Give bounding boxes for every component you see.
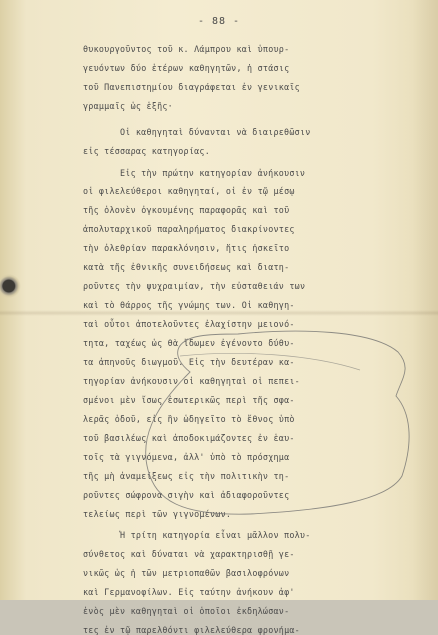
text-line: τὴν ὀλεθρίαν παρακλόνησιν, ἥτις ἠσκεῖτο (83, 243, 290, 253)
text-line: καὶ Γερμανοφίλων. Εἰς ταύτην ἀνήκουν ἀφ' (83, 587, 295, 597)
text-line: τα ἀπηνοῦς διωγμοῦ. Εἰς τὴν δευτέραν κα- (83, 357, 295, 367)
text-line: τοῖς τὰ γιγνόμενα, ἀλλ' ὑπὸ τὸ πρόσχημα (83, 452, 290, 462)
text-line: Ἡ τρίτη κατηγορία εἶναι μᾶλλον πολυ- (120, 530, 311, 540)
text-line: Οἱ καθηγηταὶ δύνανται νὰ διαιρεθῶσιν (120, 127, 311, 137)
text-line: θυκουργοῦντος τοῦ κ. Λάμπρου καὶ ὑπουρ- (83, 44, 290, 54)
text-line: ταὶ οὗτοι ἀποτελοῦντες ἐλαχίστην μειονό- (83, 319, 295, 329)
text-line: τητα, ταχέως ὡς θὰ ἴδωμεν ἐγένοντο δύθυ- (83, 338, 295, 348)
text-line: τηγορίαν ἀνήκουσιν οἱ καθηγηταὶ οἱ πεπει- (83, 376, 300, 386)
text-line: σύνθετος καὶ δύναται νὰ χαρακτηρισθῇ γε- (83, 549, 295, 559)
text-line: τοῦ βασιλέως καὶ ἀποδοκιμάζοντες ἐν ἑαυ- (83, 433, 295, 443)
text-line: τῆς ὁλονὲν ὀγκουμένης παραφορᾶς καὶ τοῦ (83, 205, 290, 215)
text-line: ἑνὸς μὲν καθηγηταὶ οἱ ὁποῖοι ἐκδηλώσαν- (83, 606, 290, 616)
text-line: καὶ τὸ θάρρος τῆς γνώμης των. Οἱ καθηγη- (83, 300, 295, 310)
text-line: τελείως περὶ τῶν γιγνομένων. (83, 509, 232, 519)
text-line: εἰς τέσσαρας κατηγορίας. (83, 146, 211, 156)
text-line: ἀπολυταρχικοῦ παραληρήματος διακρίνοντες (83, 224, 295, 234)
text-line: Εἰς τὴν πρώτην κατηγορίαν ἀνήκουσιν (120, 168, 306, 178)
text-line: κατὰ τῆς ἐθνικῆς συνειδήσεως καὶ διατη- (83, 262, 290, 272)
text-line: σμένοι μὲν ἴσως ἐσωτερικῶς περὶ τῆς σφα- (83, 395, 295, 405)
text-line: γραμμαῖς ὡς ἑξῆς· (83, 101, 173, 111)
text-line: τες ἐν τῷ παρελθόντι φιλελεύθερα φρονήμα- (83, 625, 300, 635)
text-line: λερᾶς ὁδοῦ, εἰς ἣν ὡδηγεῖτο τὸ ἔθνος ὑπὸ (83, 414, 295, 424)
text-line: ροῦντες τὴν ψυχραιμίαν, τὴν εὐσταθειάν των (83, 281, 306, 291)
text-line: τῆς μὴ ἀναμείξεως εἰς τὴν πολιτικὴν τη- (83, 471, 290, 481)
text-line: ροῦντες σώφρονα σιγὴν καὶ ἀδιαφοροῦντες (83, 490, 290, 500)
text-line: νικῶς ὡς ἡ τῶν μετριοπαθῶν βασιλοφρόνων (83, 568, 290, 578)
text-line: τοῦ Πανεπιστημίου διαγράφεται ἐν γενικαῖς (83, 82, 300, 92)
text-line: οἱ φιλελεύθεροι καθηγηταί, οἱ ἐν τῷ μέσῳ (83, 186, 295, 196)
text-line: γευόντων δύο ἑτέρων καθηγητῶν, ἡ στάσις (83, 63, 290, 73)
page-number: - 88 - (197, 16, 241, 27)
